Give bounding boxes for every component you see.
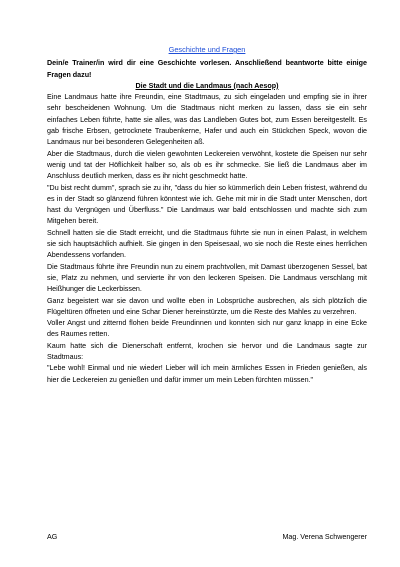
story-paragraph: Schnell hatten sie die Stadt erreicht, und die Stadtmaus führte sie nun in einen Palast, in welchem sie sich hauptsächlich aufhielt. Sie gingen in den Speisesaal, wo sie noch die Reste eines herrlichen Abendessens vorfanden. [47, 228, 367, 260]
story-paragraph: Kaum hatte sich die Dienerschaft entfernt, krochen sie hervor und die Landmaus sagte zur Stadtmaus: [47, 341, 367, 362]
document-title: Geschichte und Fragen [168, 45, 246, 54]
story-paragraph: "Lebe wohl! Einmal und nie wieder! Lieber will ich mein ärmliches Essen in Frieden genießen, als hier die Leckereien zu genießen und dafür immer um mein Leben fürchten müssen." [47, 364, 367, 384]
instruction-text: Dein/e Trainer/in wird dir eine Geschichte vorlesen. Anschließend beantworte bitte einige Fragen dazu! [47, 59, 367, 79]
story-paragraph: Die Stadtmaus führte ihre Freundin nun zu einem prachtvollen, mit Damast überzogenen Sessel, bat sie, Platz zu nehmen, und servierte ihr von den leckeren Speisen. Die Landmaus verschlang mit Heißhunger die Leckerbissen. [47, 262, 367, 294]
footer-left-label: AG [47, 533, 58, 541]
story-paragraph: Aber die Stadtmaus, durch die vielen gewohnten Leckereien verwöhnt, kostete die Speisen nur sehr wenig und tat der Höflichkeit halber so, als ob es ihr schmecke. Sie ließ die Landmaus aber im Anschluss deutlich merken, dass es ihr nicht geschmeckt hatte. [47, 149, 367, 181]
footer-author: Mag. Verena Schwengerer [282, 533, 367, 541]
story-paragraph: "Du bist recht dumm", sprach sie zu ihr, "dass du hier so kümmerlich dein Leben fristest, während du es in der Stadt so glänzend führen könntest wie ich. Gehe mit mir in die Stadt unter Menschen, dort hast du Vergnügen und Überfluss." Die Landmaus war bald entschlossen und machte sich zum Mitgehen bereit. [47, 183, 367, 226]
story-paragraph: Ganz begeistert war sie davon und wollte eben in Lobsprüche ausbrechen, als sich plötzlich die Flügeltüren öffneten und eine Schar Diener hereinstürzte, um die Reste des Mahles zu verzehren. [47, 296, 367, 316]
story-title: Die Stadt und die Landmaus (nach Aesop) [135, 81, 279, 90]
document-page [47, 44, 367, 386]
story-paragraph: Voller Angst und zitternd flohen beide Freundinnen und konnten sich nur ganz knapp in eine Ecke des Raumes retten. [47, 319, 367, 339]
story-paragraph: Eine Landmaus hatte ihre Freundin, eine Stadtmaus, zu sich eingeladen und empfing sie in ihrer sehr bescheidenen Wohnung. Um die Stadtmaus nicht merken zu lassen, dass sie ein sehr einfaches Leben führte, hatte sie alles, was das Landleben Gutes bot, zum Essen bereitgestellt. Es gab frische Erbsen, getrocknete Traubenkerne, Hafer und auch ein Stückchen Speck, wovon die Landmaus nur bei besonderen Gelegenheiten aß. [47, 93, 367, 147]
